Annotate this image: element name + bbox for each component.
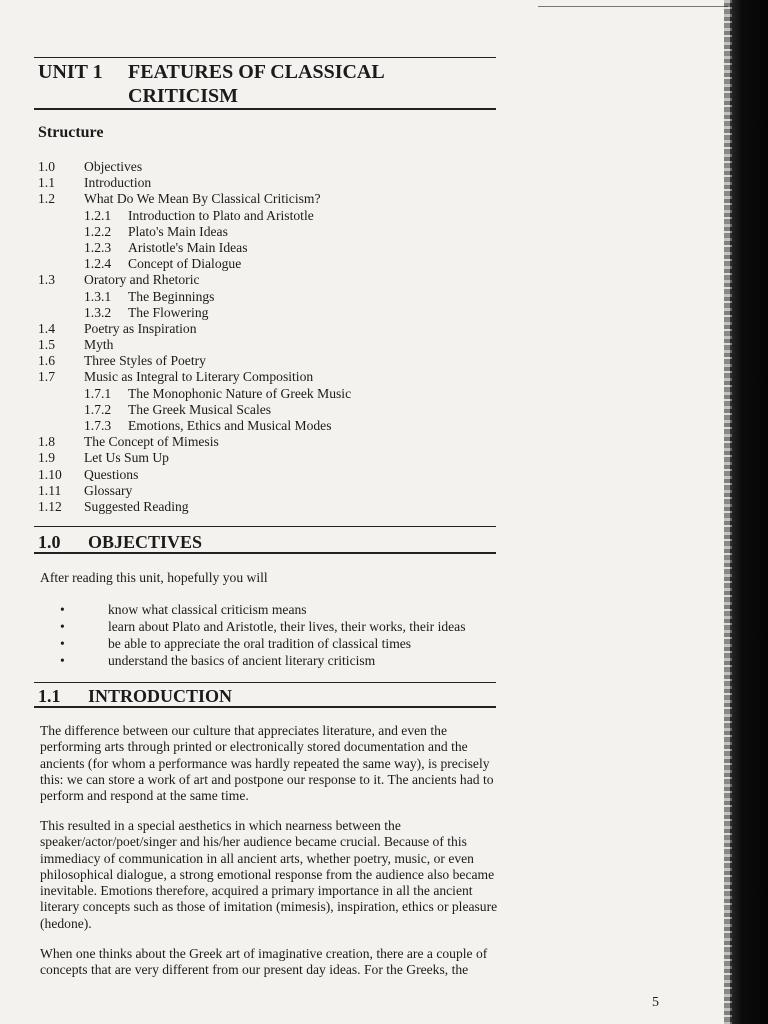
objectives-bottom-rule	[34, 552, 496, 554]
structure-heading: Structure	[38, 124, 104, 141]
toc-item-label: Aristotle's Main Ideas	[128, 239, 248, 255]
title-bottom-rule	[34, 108, 496, 110]
introduction-title: INTRODUCTION	[88, 686, 233, 706]
toc-item-number: 1.12	[38, 498, 62, 514]
objectives-intro: After reading this unit, hopefully you will	[40, 570, 268, 585]
toc-item	[38, 499, 498, 515]
toc-item	[38, 208, 498, 224]
toc-item-label: Myth	[84, 337, 114, 353]
toc-item-number: 1.6	[38, 353, 55, 369]
objective-item	[60, 652, 500, 669]
toc-item-label: What Do We Mean By Classical Criticism?	[84, 191, 321, 207]
toc-item-label: Glossary	[84, 482, 133, 498]
toc-item	[38, 434, 498, 450]
objectives-number: 1.0	[38, 532, 61, 552]
toc-item	[38, 483, 498, 499]
toc-item	[38, 159, 498, 175]
toc-item-label: The Concept of Mimesis	[84, 434, 219, 450]
toc-item	[38, 240, 498, 256]
toc-item-label: The Beginnings	[128, 288, 215, 304]
toc-item	[38, 191, 498, 207]
objective-text: be able to appreciate the oral tradition of classical times	[108, 636, 412, 651]
toc-item-number: 1.2	[38, 191, 55, 207]
toc-item	[38, 321, 498, 337]
toc-item-number: 1.3.1	[84, 288, 112, 304]
objective-text: know what classical criticism means	[108, 602, 307, 617]
toc-item-number: 1.2.4	[84, 256, 112, 272]
toc-item-number: 1.10	[38, 466, 62, 482]
toc-item-label: The Monophonic Nature of Greek Music	[128, 385, 352, 401]
introduction-paragraph-3: When one thinks about the Greek art of imaginative creation, there are a couple of concepts that are very different from our present day ideas. For the Greeks, the	[40, 946, 488, 978]
toc-item-label: The Greek Musical Scales	[128, 401, 272, 417]
unit-name: FEATURES OF CLASSICAL CRITICISM	[128, 61, 384, 107]
bullet-icon: •	[60, 636, 65, 651]
introduction-number: 1.1	[38, 686, 61, 706]
toc-item-number: 1.4	[38, 320, 55, 336]
toc-item	[38, 272, 498, 288]
toc-item	[38, 353, 498, 369]
title-top-rule	[34, 57, 496, 58]
toc-item-label: Introduction	[84, 175, 152, 191]
objective-item	[60, 618, 500, 635]
toc-item	[38, 175, 498, 191]
toc-item	[38, 369, 498, 385]
objective-item	[60, 635, 500, 652]
toc-item-number: 1.9	[38, 450, 55, 466]
toc-item-number: 1.7.1	[84, 385, 112, 401]
toc-item-label: Music as Integral to Literary Composition	[84, 369, 314, 385]
introduction-bottom-rule	[34, 706, 496, 708]
toc-item-label: Three Styles of Poetry	[84, 353, 206, 369]
bullet-icon: •	[60, 602, 65, 617]
bullet-icon: •	[60, 653, 65, 668]
toc-item-number: 1.8	[38, 434, 55, 450]
toc-item-label: Introduction to Plato and Aristotle	[128, 207, 314, 223]
toc-item-label: Suggested Reading	[84, 498, 189, 514]
toc-item-number: 1.3.2	[84, 304, 112, 320]
toc-item-number: 1.3	[38, 272, 55, 288]
objective-text: learn about Plato and Aristotle, their lives, their works, their ideas	[108, 619, 466, 634]
toc-item-number: 1.1	[38, 175, 55, 191]
toc-item-label: Emotions, Ethics and Musical Modes	[128, 418, 332, 433]
toc-item	[38, 467, 498, 483]
toc-item-label: Plato's Main Ideas	[128, 223, 228, 239]
toc-item-label: Let Us Sum Up	[84, 450, 169, 466]
toc-item-label: The Flowering	[128, 304, 209, 320]
toc-item	[38, 418, 498, 434]
unit-number: UNIT 1	[38, 61, 103, 83]
toc-item-label: Objectives	[84, 159, 143, 174]
toc-item-number: 1.11	[38, 482, 62, 498]
scan-binding-edge	[730, 0, 768, 1024]
objective-text: understand the basics of ancient literary criticism	[108, 653, 376, 668]
toc-item-number: 1.2.2	[84, 223, 112, 239]
toc-item-label: Concept of Dialogue	[128, 256, 242, 272]
toc-item	[38, 450, 498, 466]
toc-item-label: Oratory and Rhetoric	[84, 272, 200, 288]
toc-item-label: Questions	[84, 466, 139, 482]
introduction-paragraph-1: The difference between our culture that appreciates literature, and even the performing arts through printed or electronically stored documentation and the ancients (for whom a performance was hardly repeated the same way), is precisely this: we can store a work of art and postpone our response to it. The ancients had to perform and respond at the same time.	[40, 723, 494, 804]
toc-item-number: 1.5	[38, 337, 55, 353]
toc-item	[38, 386, 498, 402]
toc-item	[38, 289, 498, 305]
objectives-list	[60, 601, 500, 669]
toc-item	[38, 402, 498, 418]
toc-item-number: 1.2.1	[84, 207, 112, 223]
toc-item	[38, 305, 498, 321]
toc-item	[38, 256, 498, 272]
toc-item-label: Poetry as Inspiration	[84, 320, 197, 336]
objectives-title: OBJECTIVES	[88, 532, 203, 552]
toc-item	[38, 337, 498, 353]
toc-item	[38, 224, 498, 240]
scan-top-line	[538, 6, 728, 7]
toc-item-number: 1.7.3	[84, 418, 112, 433]
toc-item-number: 1.0	[38, 159, 55, 174]
bullet-icon: •	[60, 619, 65, 634]
table-of-contents	[38, 159, 498, 515]
introduction-top-rule	[34, 682, 496, 683]
toc-item-number: 1.7.2	[84, 401, 112, 417]
toc-item-number: 1.7	[38, 369, 55, 385]
introduction-paragraph-2: This resulted in a special aesthetics in which nearness between the speaker/actor/poet/singer and his/her audience became crucial. Because of this immediacy of communication in all ancient arts, whether poetry, music, or even philosophical dialogue, a strong emotional response from the audience also became inevitable. Emotions therefore, acquired a primary importance in all the ancient literary concepts such as those of imitation (mimesis), inspiration, ethics or pleasure (hedone).	[40, 818, 498, 931]
toc-item-number: 1.2.3	[84, 239, 112, 255]
objectives-top-rule	[34, 526, 496, 527]
objective-item	[60, 601, 500, 618]
page-number: 5	[652, 995, 659, 1010]
